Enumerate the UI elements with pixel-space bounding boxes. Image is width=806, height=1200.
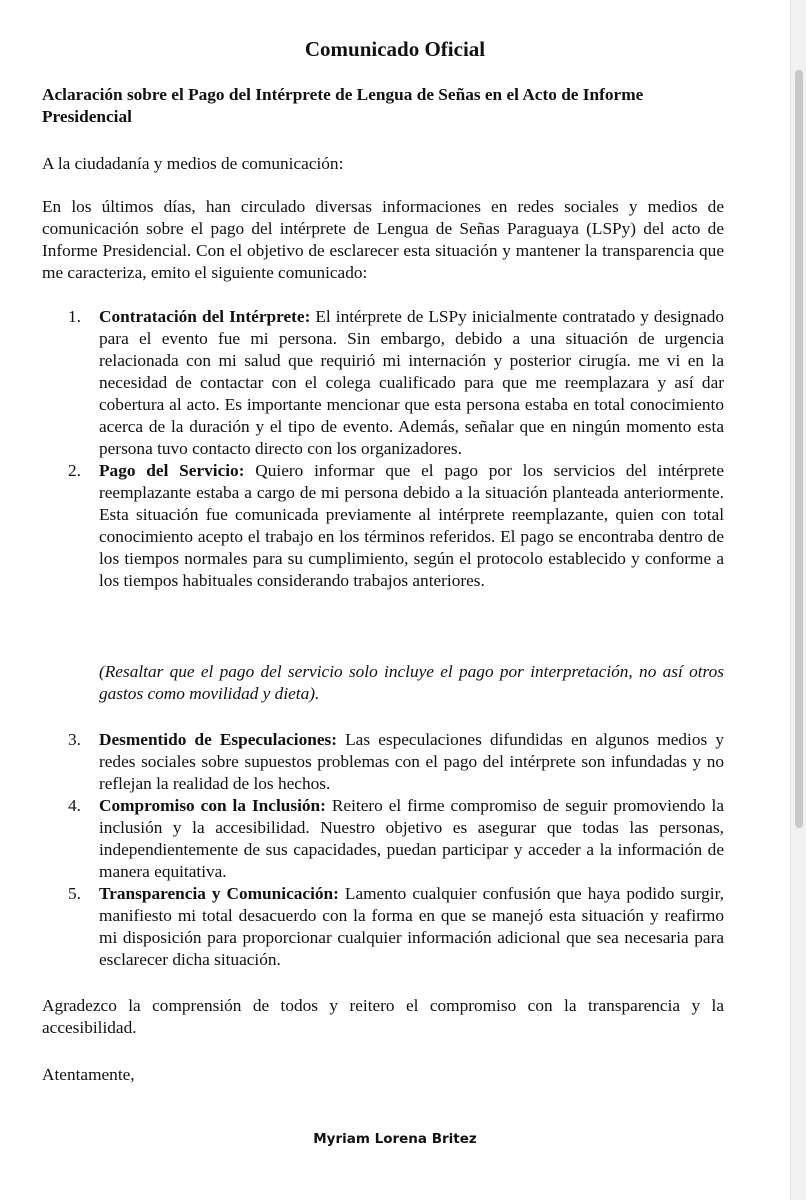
item-heading: Compromiso con la Inclusión:	[99, 796, 326, 815]
page-title: Comunicado Oficial	[304, 37, 486, 61]
scrollbar-thumb[interactable]	[795, 70, 803, 828]
item-heading: Desmentido de Especulaciones:	[99, 730, 337, 749]
closing-paragraph: Agradezco la comprensión de todos y reitero el compromiso con la transparencia y la accesibilidad.	[42, 996, 724, 1037]
list-item	[42, 460, 724, 592]
item-body: Las especulaciones difundidas en algunos medios y redes sociales sobre supuestos problemas con el pago del intérprete son infundadas y no reflejan la realidad de los hechos.	[99, 730, 724, 793]
item-heading: Transparencia y Comunicación:	[99, 884, 339, 903]
list-item	[42, 883, 724, 971]
item-body: Lamento cualquier confusión que haya podido surgir, manifiesto mi total desacuerdo con la forma en que se manejó esta situación y reafirmo mi disposición para proporcionar cualquier información adicional que sea necesaria para esclarecer dicha situación.	[99, 884, 724, 969]
item-number: 4.	[68, 796, 81, 815]
subject-heading: Aclaración sobre el Pago del Intérprete de Lengua de Señas en el Acto de Informe Presidencial	[42, 85, 644, 126]
item-number: 1.	[68, 307, 81, 326]
salutation: A la ciudadanía y medios de comunicación:	[42, 154, 344, 173]
item-heading: Pago del Servicio:	[99, 461, 245, 480]
signature-name: Myriam Lorena Britez	[313, 1131, 477, 1147]
list-item	[42, 729, 724, 795]
item-number: 5.	[68, 884, 81, 903]
intro-paragraph: En los últimos días, han circulado diversas informaciones en redes sociales y medios de comunicación sobre el pago del intérprete de Lengua de Señas Paraguaya (LSPy) del acto de Informe Presidencial. Con el objetivo de esclarecer esta situación y mantener la transparencia que me caracteriza, emito el siguiente comunicado:	[42, 197, 724, 282]
regards-line: Atentamente,	[42, 1065, 135, 1084]
item-heading: Contratación del Intérprete:	[99, 307, 311, 326]
item-number: 2.	[68, 461, 81, 480]
item-body: El intérprete de LSPy inicialmente contratado y designado para el evento fue mi persona. Sin embargo, debido a una situación de urgencia relacionada con mi salud que requirió mi internación y posterior cirugía. me vi en la necesidad de contactar con el colega cualificado para que me reemplazara y así dar cobertura al acto. Es importante mencionar que esta persona estaba en total conocimiento acerca de la duración y el tipo de evento. Además, señalar que en ningún momento esta persona tuvo contacto directo con los organizadores.	[99, 307, 724, 458]
statement-list-continued	[42, 729, 724, 971]
item-body: Reitero el firme compromiso de seguir promoviendo la inclusión y la accesibilidad. Nuestro objetivo es asegurar que todas las personas, independientemente de sus capacidades, puedan participar y acceder a la información de manera equitativa.	[99, 796, 724, 881]
list-item	[42, 306, 724, 460]
payment-note: (Resaltar que el pago del servicio solo incluye el pago por interpretación, no así otros gastos como movilidad y dieta).	[99, 662, 724, 703]
item-body: Quiero informar que el pago por los servicios del intérprete reemplazante estaba a cargo de mi persona debido a la situación planteada anteriormente. Esta situación fue comunicada previamente al intérprete reemplazante, quien con total conocimiento acepto el trabajo en los términos referidos. El pago se encontraba dentro de los tiempos normales para su cumplimiento, según el protocolo establecido y conforme a los tiempos habituales considerando trabajos anteriores.	[99, 461, 724, 590]
vertical-scrollbar[interactable]	[790, 0, 806, 1200]
list-item	[42, 795, 724, 883]
item-number: 3.	[68, 730, 81, 749]
statement-list	[42, 306, 724, 592]
